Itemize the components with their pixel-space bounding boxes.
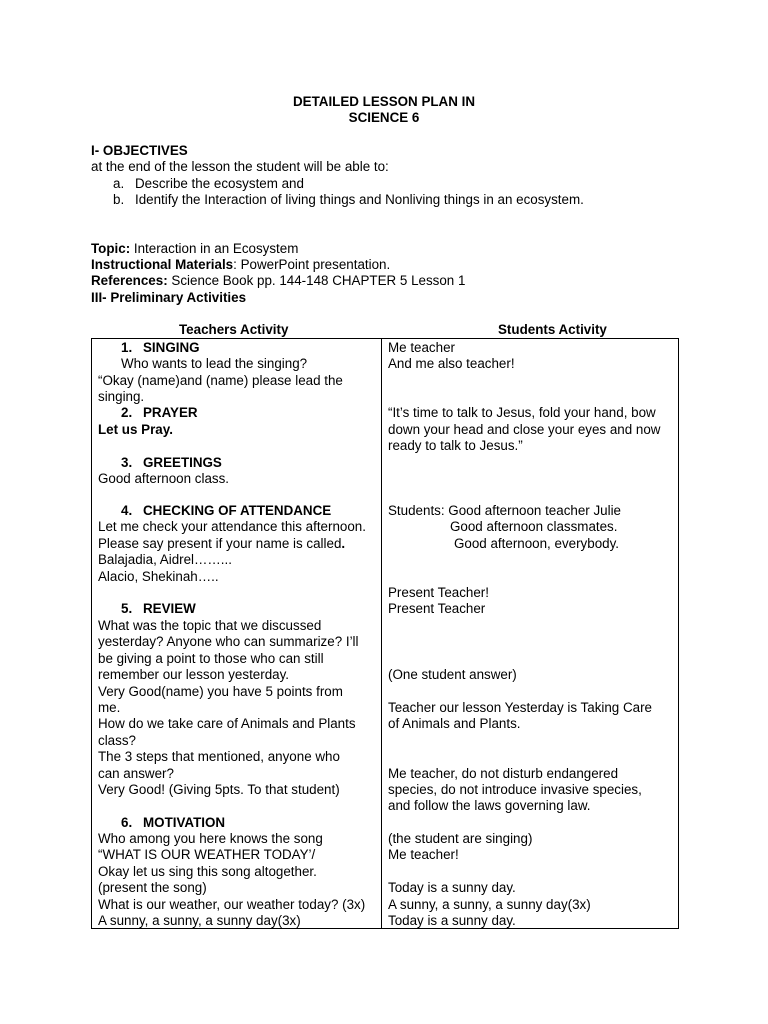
teacher-line: A sunny, a sunny, a sunny day(3x) bbox=[98, 913, 301, 928]
teacher-line: Alacio, Shekinah….. bbox=[98, 569, 219, 584]
objective-marker: a. bbox=[113, 176, 125, 191]
student-line: and follow the laws governing law. bbox=[388, 798, 591, 813]
teacher-line: singing. bbox=[98, 389, 145, 404]
objective-marker: b. bbox=[113, 192, 125, 207]
student-line: down your head and close your eyes and now bbox=[388, 422, 661, 437]
section-number: 3. bbox=[121, 455, 133, 470]
teacher-line: Let us Pray. bbox=[98, 422, 173, 437]
topic-label: Topic: bbox=[91, 241, 131, 256]
activity-table bbox=[91, 338, 679, 929]
objectives-intro: at the end of the lesson the student will be able to: bbox=[91, 159, 389, 174]
student-line: (One student answer) bbox=[388, 667, 517, 682]
student-line: “It’s time to talk to Jesus, fold your hand, bow bbox=[388, 405, 656, 420]
student-line: Good afternoon classmates. bbox=[450, 519, 618, 534]
document-title-line-2: SCIENCE 6 bbox=[348, 110, 420, 125]
student-line: ready to talk to Jesus.” bbox=[388, 438, 523, 453]
teacher-activity-header: Teachers Activity bbox=[179, 322, 289, 337]
teacher-line: class? bbox=[98, 733, 136, 748]
materials-label: Instructional Materials bbox=[91, 257, 234, 272]
section-number: 1. bbox=[121, 340, 133, 355]
teacher-line: The 3 steps that mentioned, anyone who bbox=[98, 749, 340, 764]
student-line: And me also teacher! bbox=[388, 356, 515, 371]
section-title-attendance: CHECKING OF ATTENDANCE bbox=[143, 503, 332, 518]
teacher-line: Who wants to lead the singing? bbox=[121, 356, 308, 371]
section-title-singing: SINGING bbox=[143, 340, 200, 355]
teacher-line: What is our weather, our weather today? (3x) bbox=[98, 897, 366, 912]
materials-line bbox=[91, 257, 390, 273]
objective-text: Identify the Interaction of living things and Nonliving things in an ecosystem. bbox=[135, 192, 584, 207]
student-line: of Animals and Plants. bbox=[388, 716, 521, 731]
materials-value: : PowerPoint presentation. bbox=[233, 257, 391, 272]
objective-text: Describe the ecosystem and bbox=[135, 176, 304, 191]
section-number: 2. bbox=[121, 405, 133, 420]
student-line: Me teacher, do not disturb endangered bbox=[388, 766, 619, 781]
student-line: Today is a sunny day. bbox=[388, 880, 516, 895]
teacher-line: Let me check your attendance this afternoon. bbox=[98, 519, 366, 534]
section-title-review: REVIEW bbox=[143, 601, 196, 616]
references-label: References: bbox=[91, 273, 168, 288]
student-line: Me teacher bbox=[388, 340, 455, 355]
document-title-line-1: DETAILED LESSON PLAN IN bbox=[292, 94, 476, 109]
teacher-line: Please say present if your name is called. bbox=[98, 536, 346, 551]
teacher-line: What was the topic that we discussed bbox=[98, 618, 322, 633]
topic-line bbox=[91, 241, 298, 257]
section-number: 6. bbox=[121, 815, 133, 830]
references-value: Science Book pp. 144-148 CHAPTER 5 Lesson 1 bbox=[167, 273, 466, 288]
teacher-line: How do we take care of Animals and Plants bbox=[98, 716, 356, 731]
student-line: Present Teacher! bbox=[388, 585, 489, 600]
section-number: 4. bbox=[121, 503, 133, 518]
preliminary-heading: III- Preliminary Activities bbox=[91, 290, 247, 305]
objective-item-b bbox=[113, 192, 584, 208]
teacher-line: (present the song) bbox=[98, 880, 207, 895]
student-line: Present Teacher bbox=[388, 601, 486, 616]
section-title-motivation: MOTIVATION bbox=[143, 815, 226, 830]
objective-item-a bbox=[113, 176, 304, 192]
teacher-line: remember our lesson yesterday. bbox=[98, 667, 290, 682]
student-activity-header: Students Activity bbox=[498, 322, 607, 337]
student-activity-cell bbox=[382, 339, 679, 929]
student-line: Me teacher! bbox=[388, 847, 459, 862]
topic-value: Interaction in an Ecosystem bbox=[130, 241, 299, 256]
student-line: A sunny, a sunny, a sunny day(3x) bbox=[388, 897, 591, 912]
student-line: Students: Good afternoon teacher Julie bbox=[388, 503, 622, 518]
teacher-line: Balajadia, Aidrel……... bbox=[98, 552, 232, 567]
teacher-line: “WHAT IS OUR WEATHER TODAY’/ bbox=[98, 847, 316, 862]
teacher-activity-cell bbox=[92, 339, 382, 929]
teacher-line: me. bbox=[98, 700, 121, 715]
student-line: Good afternoon, everybody. bbox=[454, 536, 620, 551]
student-line: Teacher our lesson Yesterday is Taking Care bbox=[388, 700, 652, 715]
teacher-line: Very Good! (Giving 5pts. To that student) bbox=[98, 782, 340, 797]
teacher-line: Okay let us sing this song altogether. bbox=[98, 864, 317, 879]
teacher-line: “Okay (name)and (name) please lead the bbox=[98, 373, 343, 388]
student-line: (the student are singing) bbox=[388, 831, 533, 846]
section-number: 5. bbox=[121, 601, 133, 616]
teacher-line: be giving a point to those who can still bbox=[98, 651, 324, 666]
teacher-line: can answer? bbox=[98, 766, 174, 781]
section-title-prayer: PRAYER bbox=[143, 405, 198, 420]
references-line bbox=[91, 273, 465, 289]
teacher-line: Who among you here knows the song bbox=[98, 831, 323, 846]
teacher-line: Good afternoon class. bbox=[98, 471, 230, 486]
objectives-heading: I- OBJECTIVES bbox=[91, 143, 188, 158]
student-line: species, do not introduce invasive species, bbox=[388, 782, 642, 797]
section-title-greetings: GREETINGS bbox=[143, 455, 222, 470]
teacher-line: Very Good(name) you have 5 points from bbox=[98, 684, 343, 699]
teacher-line: yesterday? Anyone who can summarize? I’ll bbox=[98, 634, 359, 649]
student-line: Today is a sunny day. bbox=[388, 913, 516, 928]
